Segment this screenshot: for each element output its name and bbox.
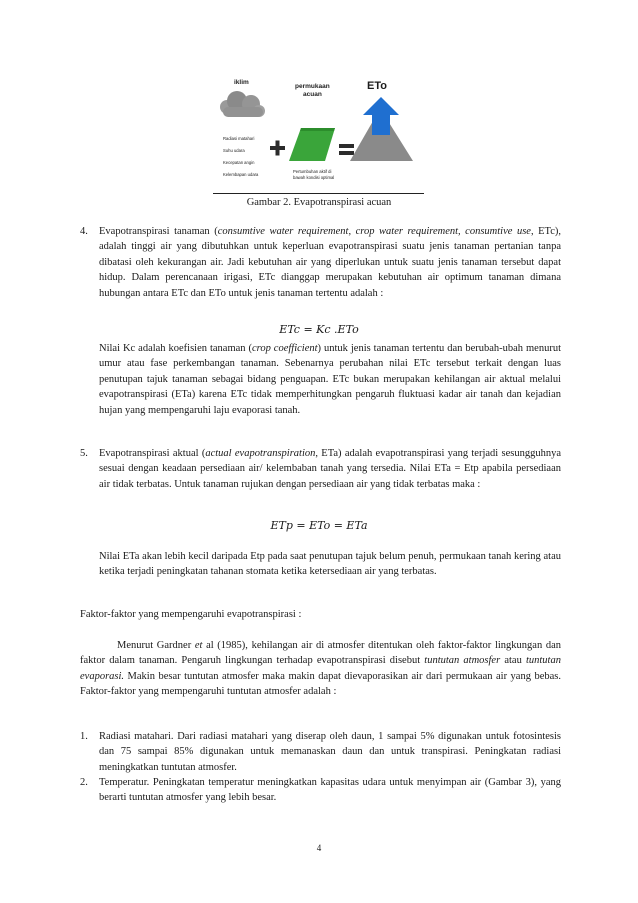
item-4-number: 4. xyxy=(80,226,88,237)
list-item-2-text: Temperatur. Peningkatan temperatur meningkatkan kapasitas udara untuk menyimpan air (Gambar 3), yang berarti tuntutan atmosfer yang lebih besar. xyxy=(99,777,561,804)
factor-humidity: Kelembapan udara xyxy=(223,172,259,177)
item-4-terms: consumtive water requirement, crop water requirement, consumtive use xyxy=(217,226,531,237)
plus-sign xyxy=(270,141,285,156)
item-5-text-b: , ETa) adalah evapotranspirasi yang terjadi sesungguhnya sesuai dengan keadaan persediaan air/ kelembaban tanah yang tersedia. Nilai ETa = Etp apabila persediaan air tidak terbatas. Untuk tanaman rujukan dengan persediaan air yang tidak terbatas maka : xyxy=(99,448,561,490)
item-4-p2-text-a: Nilai Kc adalah koefisien tanaman ( xyxy=(99,343,252,354)
item-4-paragraph-2 xyxy=(99,341,561,418)
list-item-1-text: Radiasi matahari. Dari radiasi matahari yang diserap oleh daun, 1 sampai 5% digunakan untuk fotosintesis dan 75 sampai 85% digunakan untuk memanaskan daun dan untuk transpirasi. Peningkatan radiasi meningkatkan tuntutan atmosfer. xyxy=(99,731,561,773)
term-tuntutan-evaporasi: tuntutan evaporasi. xyxy=(80,655,561,682)
section-title: Faktor-faktor yang mempengaruhi evapotranspirasi : xyxy=(80,609,302,620)
intro-text-b: al (1985), kehilangan air di atmosfer ditentukan oleh faktor-faktor lingkungan dan faktor dalam tanaman. Pengaruh lingkungan terhadap evapotranspirasi disebut xyxy=(80,640,561,667)
permukaan-label: permukaan xyxy=(295,83,330,90)
item-5-number: 5. xyxy=(80,448,88,459)
reference-grass-surface xyxy=(289,128,335,161)
term-tuntutan-atmosfer: tuntutan atmosfer xyxy=(424,655,501,667)
factor-wind: Kecepatan angin xyxy=(223,160,255,165)
factor-radiation: Radiasi matahari xyxy=(223,136,255,141)
intro-text-a: Menurut Gardner xyxy=(117,640,195,651)
intro-text-d: Makin besar tuntutan atmosfer maka makin dapat dievaporasikan air dari permukaan air yang bebas. Faktor-faktor yang mempengaruhi tuntutan atmosfer adalah : xyxy=(80,670,561,698)
equation-etp: ETp = ETo = ETa xyxy=(270,519,368,532)
list-item-1-number: 1. xyxy=(80,731,88,742)
item-4-paragraph-1 xyxy=(99,224,561,301)
eto-label: ETo xyxy=(367,80,387,92)
item-5-text-a: Evapotranspirasi aktual ( xyxy=(99,448,206,459)
item-4-text-a: Evapotranspirasi tanaman ( xyxy=(99,226,218,237)
item-5-paragraph-1 xyxy=(99,446,561,492)
equals-sign xyxy=(339,144,354,155)
item-4-p2-text-b: ) untuk jenis tanaman tertentu dan berubah-ubah menurut umur atau fase perkembangan tanaman. Sebenarnya perubahan nilai ETc tersebut terkait dengan luas penutupan tajuk tanaman sebagai bidang penguapan. ETc bukan merupakan kehilangan air aktual melalui evapotranspirasi (ETa) karena ETc tidak memperhitungkan pengaruh fluktuasi kadar air tanah dan kejadian hujan yang mempengaruhi laju evaporasi tanah. xyxy=(99,343,561,416)
plant-note-line2: bawah kondisi optimal xyxy=(293,175,335,180)
equation-etc: ETc = Kc .ETo xyxy=(279,323,359,336)
page-number: 4 xyxy=(316,843,322,853)
item-4-text-b: , ETc), adalah tinggi air yang dibutuhkan untuk keperluan evapotranspirasi suatu jenis tanaman pertanian tanpa dibatasi oleh kekurangan air. Jadi kebutuhan air yang diperlukan untuk suatu jenis tanaman tersebut dapat hidup. Dalam perencanaan irigasi, ETc dianggap merupakan kebutuhan air optimum tanaman dimana hubungan antara ETc dan ETo untuk jenis tanaman tertentu adalah : xyxy=(99,226,561,299)
item-5-paragraph-2: Nilai ETa akan lebih kecil daripada Etp pada saat penutupan tajuk belum penuh, permukaan tanah kering atau ketika terjadi peningkatan tahanan stomata ketika ketersediaan air yang terbatas. xyxy=(99,551,561,578)
crop-coefficient-term: crop coefficient xyxy=(251,343,318,354)
intro-text-c: atau xyxy=(500,655,526,667)
factor-temperature: Suhu udara xyxy=(223,148,245,153)
cloud-sun-icon xyxy=(220,91,265,117)
evapotranspiration-figure xyxy=(213,77,424,194)
actual-evapotranspiration-term: actual evapotranspiration xyxy=(205,448,316,459)
list-item-2-number: 2. xyxy=(80,777,88,788)
intro-et: et xyxy=(194,640,203,651)
figure-caption: Gambar 2. Evapotranspirasi acuan xyxy=(246,197,392,208)
acuan-label: acuan xyxy=(303,91,322,98)
plant-note-line1: Pertumbuhan aktif di xyxy=(293,169,332,174)
intro-paragraph xyxy=(80,638,561,700)
iklim-label: iklim xyxy=(234,79,249,86)
